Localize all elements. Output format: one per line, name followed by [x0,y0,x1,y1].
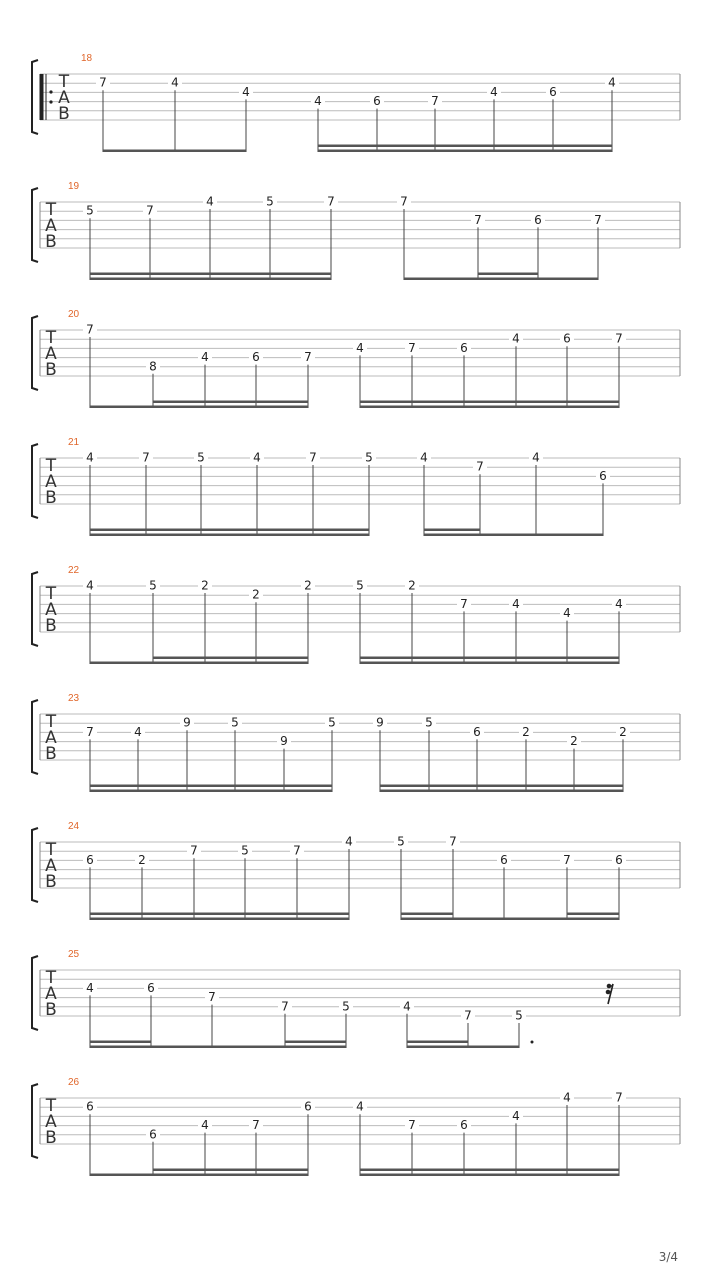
beam-secondary [478,273,538,276]
fret-number: 6 [149,1127,157,1142]
fret-number: 7 [281,999,289,1014]
repeat-dot [49,100,52,103]
system-bracket [32,956,38,1030]
fret-number: 4 [134,724,142,739]
tab-clef-letter: A [58,88,70,108]
tab-clef-letter: T [45,712,57,732]
fret-number: 7 [86,724,94,739]
fret-number: 7 [190,843,198,858]
measure-number: 26 [68,1077,80,1088]
fret-number: 7 [615,1090,623,1105]
fret-number: 4 [253,450,261,465]
fret-number: 7 [327,194,335,209]
fret-number: 7 [86,322,94,337]
fret-number: 5 [515,1008,523,1023]
beam-secondary [285,1041,346,1044]
fret-number: 6 [86,1099,94,1114]
tab-clef-letter: B [45,360,57,380]
beam-secondary [256,401,308,404]
fret-number: 7 [594,212,602,227]
beam-primary [90,662,308,665]
fret-number: 2 [408,578,416,593]
fret-number: 7 [431,94,439,109]
fret-number: 4 [608,75,616,90]
beam-primary [318,150,612,153]
fret-number: 6 [460,1118,468,1133]
tab-clef-letter: A [45,600,57,620]
fret-number: 6 [599,468,607,483]
system-bracket [32,316,38,390]
fret-number: 5 [328,715,336,730]
fret-number: 5 [197,450,205,465]
fret-number: 4 [563,606,571,621]
beam-primary [90,406,308,409]
measure-number: 19 [68,181,80,192]
system-bracket [32,444,38,518]
beam-secondary [360,1169,619,1172]
fret-number: 7 [449,834,457,849]
system-bracket [32,700,38,774]
fret-number: 6 [373,94,381,109]
fret-number: 7 [142,450,150,465]
beam-secondary [153,1169,205,1172]
fret-number: 6 [147,980,155,995]
tab-clef-letter: T [45,1096,57,1116]
system-bracket [32,572,38,646]
fret-number: 7 [146,203,154,218]
fret-number: 5 [397,834,405,849]
tab-clef-letter: T [45,584,57,604]
beam-secondary [205,657,256,660]
fret-number: 7 [99,75,107,90]
beam-primary [90,790,332,793]
measure-number: 18 [81,53,93,64]
fret-number: 7 [293,843,301,858]
beam-secondary [360,657,619,660]
tab-clef-letter: A [45,216,57,236]
fret-number: 5 [86,203,94,218]
tab-clef-letter: B [45,488,57,508]
tab-clef-letter: T [45,456,57,476]
fret-number: 5 [149,578,157,593]
beam-secondary [205,1169,256,1172]
fret-number: 7 [408,1118,416,1133]
beam-primary [401,918,619,921]
beam-primary [404,278,598,281]
fret-number: 7 [304,350,312,365]
fret-number: 6 [460,340,468,355]
fret-number: 7 [252,1118,260,1133]
tab-clef-letter: T [45,328,57,348]
fret-number: 5 [342,999,350,1014]
system-bracket [32,60,38,134]
fret-number: 5 [241,843,249,858]
fret-number: 2 [138,852,146,867]
tab-clef-letter: T [45,840,57,860]
fret-number: 8 [149,359,157,374]
beam-secondary [90,529,369,532]
fret-number: 6 [534,212,542,227]
fret-number: 5 [231,715,239,730]
beam-secondary [90,785,332,788]
tab-clef-letter: A [45,344,57,364]
fret-number: 2 [522,724,530,739]
system-bracket [32,188,38,262]
fret-number: 4 [512,1108,520,1123]
fret-number: 4 [242,84,250,99]
fret-number: 4 [356,340,364,355]
beam-primary [90,278,331,281]
fret-number: 4 [512,331,520,346]
beam-primary [407,1046,519,1049]
beam-secondary [360,401,619,404]
tab-clef-letter: B [45,744,57,764]
beam-secondary [567,913,619,916]
augmentation-dot [531,1041,534,1044]
fret-number: 4 [356,1099,364,1114]
beam-primary [360,406,619,409]
fret-number: 4 [563,1090,571,1105]
beam-primary [90,1174,308,1177]
beam-secondary [256,1169,308,1172]
fret-number: 7 [474,212,482,227]
fret-number: 5 [365,450,373,465]
tab-clef-letter: T [45,200,57,220]
fret-number: 7 [476,459,484,474]
fret-number: 6 [563,331,571,346]
fret-number: 2 [201,578,209,593]
fret-number: 4 [86,980,94,995]
tab-clef-letter: T [58,72,70,92]
fret-number: 7 [464,1008,472,1023]
tab-clef-letter: T [45,968,57,988]
fret-number: 9 [376,715,384,730]
repeat-dot [49,90,52,93]
fret-number: 7 [400,194,408,209]
fret-number: 7 [460,596,468,611]
fret-number: 4 [532,450,540,465]
fret-number: 2 [304,578,312,593]
fret-number: 7 [615,331,623,346]
tab-clef-letter: A [45,1112,57,1132]
fret-number: 6 [549,84,557,99]
beam-secondary [90,1041,151,1044]
fret-number: 4 [512,596,520,611]
beam-primary [360,662,619,665]
system-bracket [32,1084,38,1158]
fret-number: 4 [201,350,209,365]
fret-number: 4 [403,999,411,1014]
page-number: 3/4 [658,1250,678,1264]
tab-clef-letter: B [45,872,57,892]
fret-number: 5 [266,194,274,209]
beam-primary [90,918,349,921]
beam-secondary [424,529,480,532]
beam-secondary [90,273,331,276]
fret-number: 5 [425,715,433,730]
beam-primary [103,150,246,153]
fret-number: 4 [86,578,94,593]
fret-number: 4 [171,75,179,90]
fret-number: 4 [615,596,623,611]
fret-number: 9 [183,715,191,730]
tab-clef-letter: A [45,728,57,748]
fret-number: 2 [570,734,578,749]
fret-number: 5 [356,578,364,593]
tab-clef-letter: B [45,616,57,636]
fret-number: 4 [86,450,94,465]
fret-number: 4 [490,84,498,99]
tab-clef-letter: B [45,1128,57,1148]
beam-primary [90,534,369,537]
system-bracket [32,828,38,902]
beam-secondary [318,145,612,148]
fret-number: 6 [252,350,260,365]
fret-number: 9 [280,734,288,749]
fret-number: 4 [420,450,428,465]
fret-number: 2 [252,587,260,602]
tab-clef-letter: A [45,856,57,876]
beam-primary [424,534,603,537]
beam-secondary [153,401,205,404]
beam-secondary [205,401,256,404]
measure-number: 23 [68,693,80,704]
beam-primary [380,790,623,793]
tab-clef-letter: A [45,984,57,1004]
beam-secondary [401,913,453,916]
measure-number: 21 [68,437,80,448]
fret-number: 7 [208,990,216,1005]
measure-number: 25 [68,949,80,960]
tab-clef-letter: A [45,472,57,492]
fret-number: 2 [619,724,627,739]
fret-number: 6 [86,852,94,867]
fret-number: 4 [206,194,214,209]
beam-secondary [380,785,623,788]
fret-number: 6 [304,1099,312,1114]
fret-number: 7 [309,450,317,465]
beam-secondary [153,657,205,660]
fret-number: 7 [408,340,416,355]
fret-number: 4 [201,1118,209,1133]
fret-number: 6 [615,852,623,867]
fret-number: 7 [563,852,571,867]
measure-number: 20 [68,309,80,320]
fret-number: 6 [473,724,481,739]
tab-clef-letter: B [45,232,57,252]
measure-number: 24 [68,821,80,832]
beam-secondary [256,657,308,660]
fret-number: 6 [500,852,508,867]
tab-clef-letter: B [45,1000,57,1020]
measure-number: 22 [68,565,80,576]
beam-primary [360,1174,619,1177]
beam-secondary [407,1041,468,1044]
beam-primary [90,1046,346,1049]
tab-clef-letter: B [58,104,70,124]
beam-secondary [90,913,349,916]
fret-number: 4 [345,834,353,849]
fret-number: 4 [314,94,322,109]
